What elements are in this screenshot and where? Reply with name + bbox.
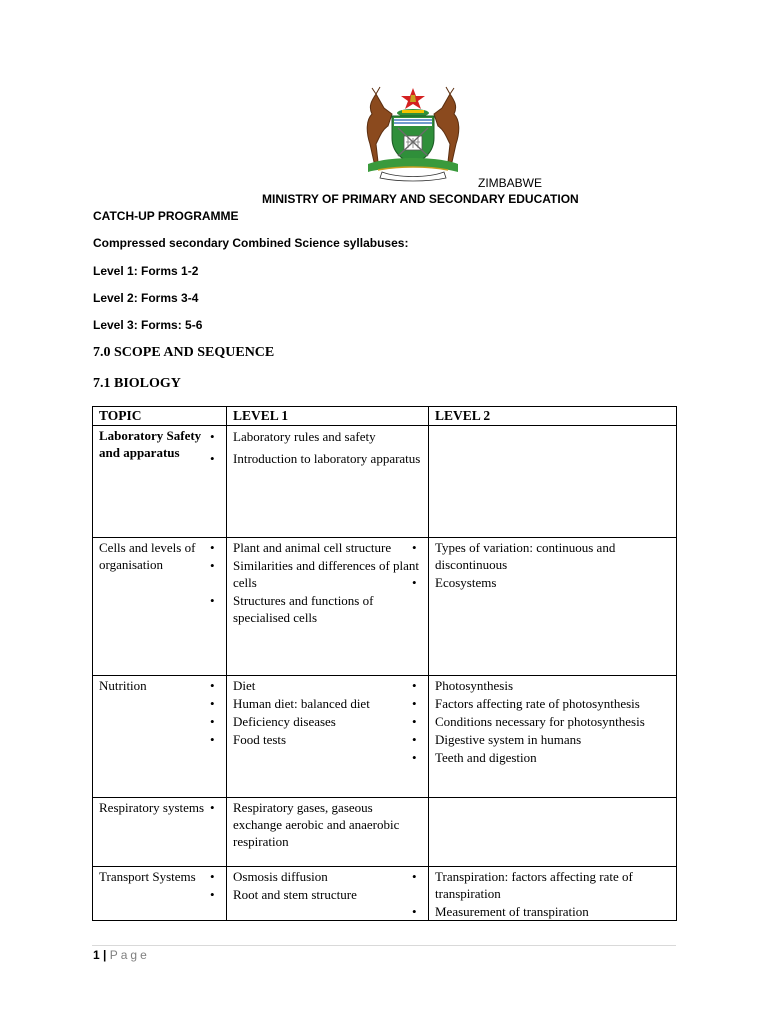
syllabus-table	[92, 406, 677, 921]
list-item: • Osmosis diffusion	[233, 868, 422, 885]
list-item: • Factors affecting rate of photosynthesis	[435, 695, 670, 712]
level-2-cell	[429, 426, 677, 538]
level-1-cell	[227, 426, 429, 538]
list-item: • Teeth and digestion	[435, 749, 670, 766]
level-2-cell	[429, 538, 677, 676]
page-footer	[93, 948, 150, 962]
zimbabwe-coat-of-arms-icon	[358, 86, 468, 182]
programme-title: CATCH-UP PROGRAMME	[93, 209, 239, 223]
list-item: • Deficiency diseases	[233, 713, 422, 730]
table-row	[93, 426, 677, 538]
table-header-row	[93, 407, 677, 426]
footer-divider	[92, 945, 676, 946]
biology-heading: 7.1 BIOLOGY	[93, 376, 181, 391]
list-item: • Food tests	[233, 731, 422, 748]
list-item: • Human diet: balanced diet	[233, 695, 422, 712]
list-item: • Root and stem structure	[233, 886, 422, 903]
footer-separator: |	[103, 948, 107, 962]
column-header-level-2: LEVEL 2	[429, 407, 677, 426]
topic-cell: Transport Systems	[93, 867, 227, 921]
level-1-cell	[227, 867, 429, 921]
page-label: Page	[109, 948, 150, 962]
topic-cell: Respiratory systems	[93, 798, 227, 867]
list-item: • Structures and functions of specialised cells	[233, 592, 422, 626]
list-item: • Digestive system in humans	[435, 731, 670, 748]
page-number: 1	[93, 948, 100, 962]
list-item: • Plant and animal cell structure	[233, 539, 422, 556]
topic-cell: Laboratory Safety and apparatus	[93, 426, 227, 538]
level-2-forms: Level 2: Forms 3-4	[93, 291, 199, 305]
scope-heading: 7.0 SCOPE AND SEQUENCE	[93, 345, 275, 360]
level-2-cell	[429, 676, 677, 798]
table-row	[93, 867, 677, 921]
level-1-cell	[227, 676, 429, 798]
topic-cell: Nutrition	[93, 676, 227, 798]
list-item: • Conditions necessary for photosynthesis	[435, 713, 670, 730]
list-item: • Respiratory gases, gaseous exchange aerobic and anaerobic respiration	[233, 799, 422, 850]
list-item: • Measurement of transpiration	[435, 903, 670, 920]
ministry-title: MINISTRY OF PRIMARY AND SECONDARY EDUCATION	[262, 192, 579, 206]
column-header-level-1: LEVEL 1	[227, 407, 429, 426]
list-item: • Photosynthesis	[435, 677, 670, 694]
column-header-topic: TOPIC	[93, 407, 227, 426]
table-row	[93, 676, 677, 798]
table-row	[93, 798, 677, 867]
level-3-forms: Level 3: Forms: 5-6	[93, 318, 203, 332]
level-2-cell	[429, 867, 677, 921]
list-item: • Introduction to laboratory apparatus	[233, 449, 422, 469]
topic-cell: Cells and levels of organisation	[93, 538, 227, 676]
level-2-cell	[429, 798, 677, 867]
list-item: • Transpiration: factors affecting rate of transpiration	[435, 868, 670, 902]
list-item: • Ecosystems	[435, 574, 670, 591]
level-1-forms: Level 1: Forms 1-2	[93, 264, 199, 278]
level-1-cell	[227, 798, 429, 867]
country-name: ZIMBABWE	[478, 176, 543, 190]
table-row	[93, 538, 677, 676]
list-item: • Similarities and differences of plant cells	[233, 557, 422, 591]
list-item: • Laboratory rules and safety	[233, 427, 422, 447]
syllabus-description: Compressed secondary Combined Science syllabuses:	[93, 236, 409, 250]
level-1-cell	[227, 538, 429, 676]
list-item: • Types of variation: continuous and discontinuous	[435, 539, 670, 573]
list-item: • Diet	[233, 677, 422, 694]
